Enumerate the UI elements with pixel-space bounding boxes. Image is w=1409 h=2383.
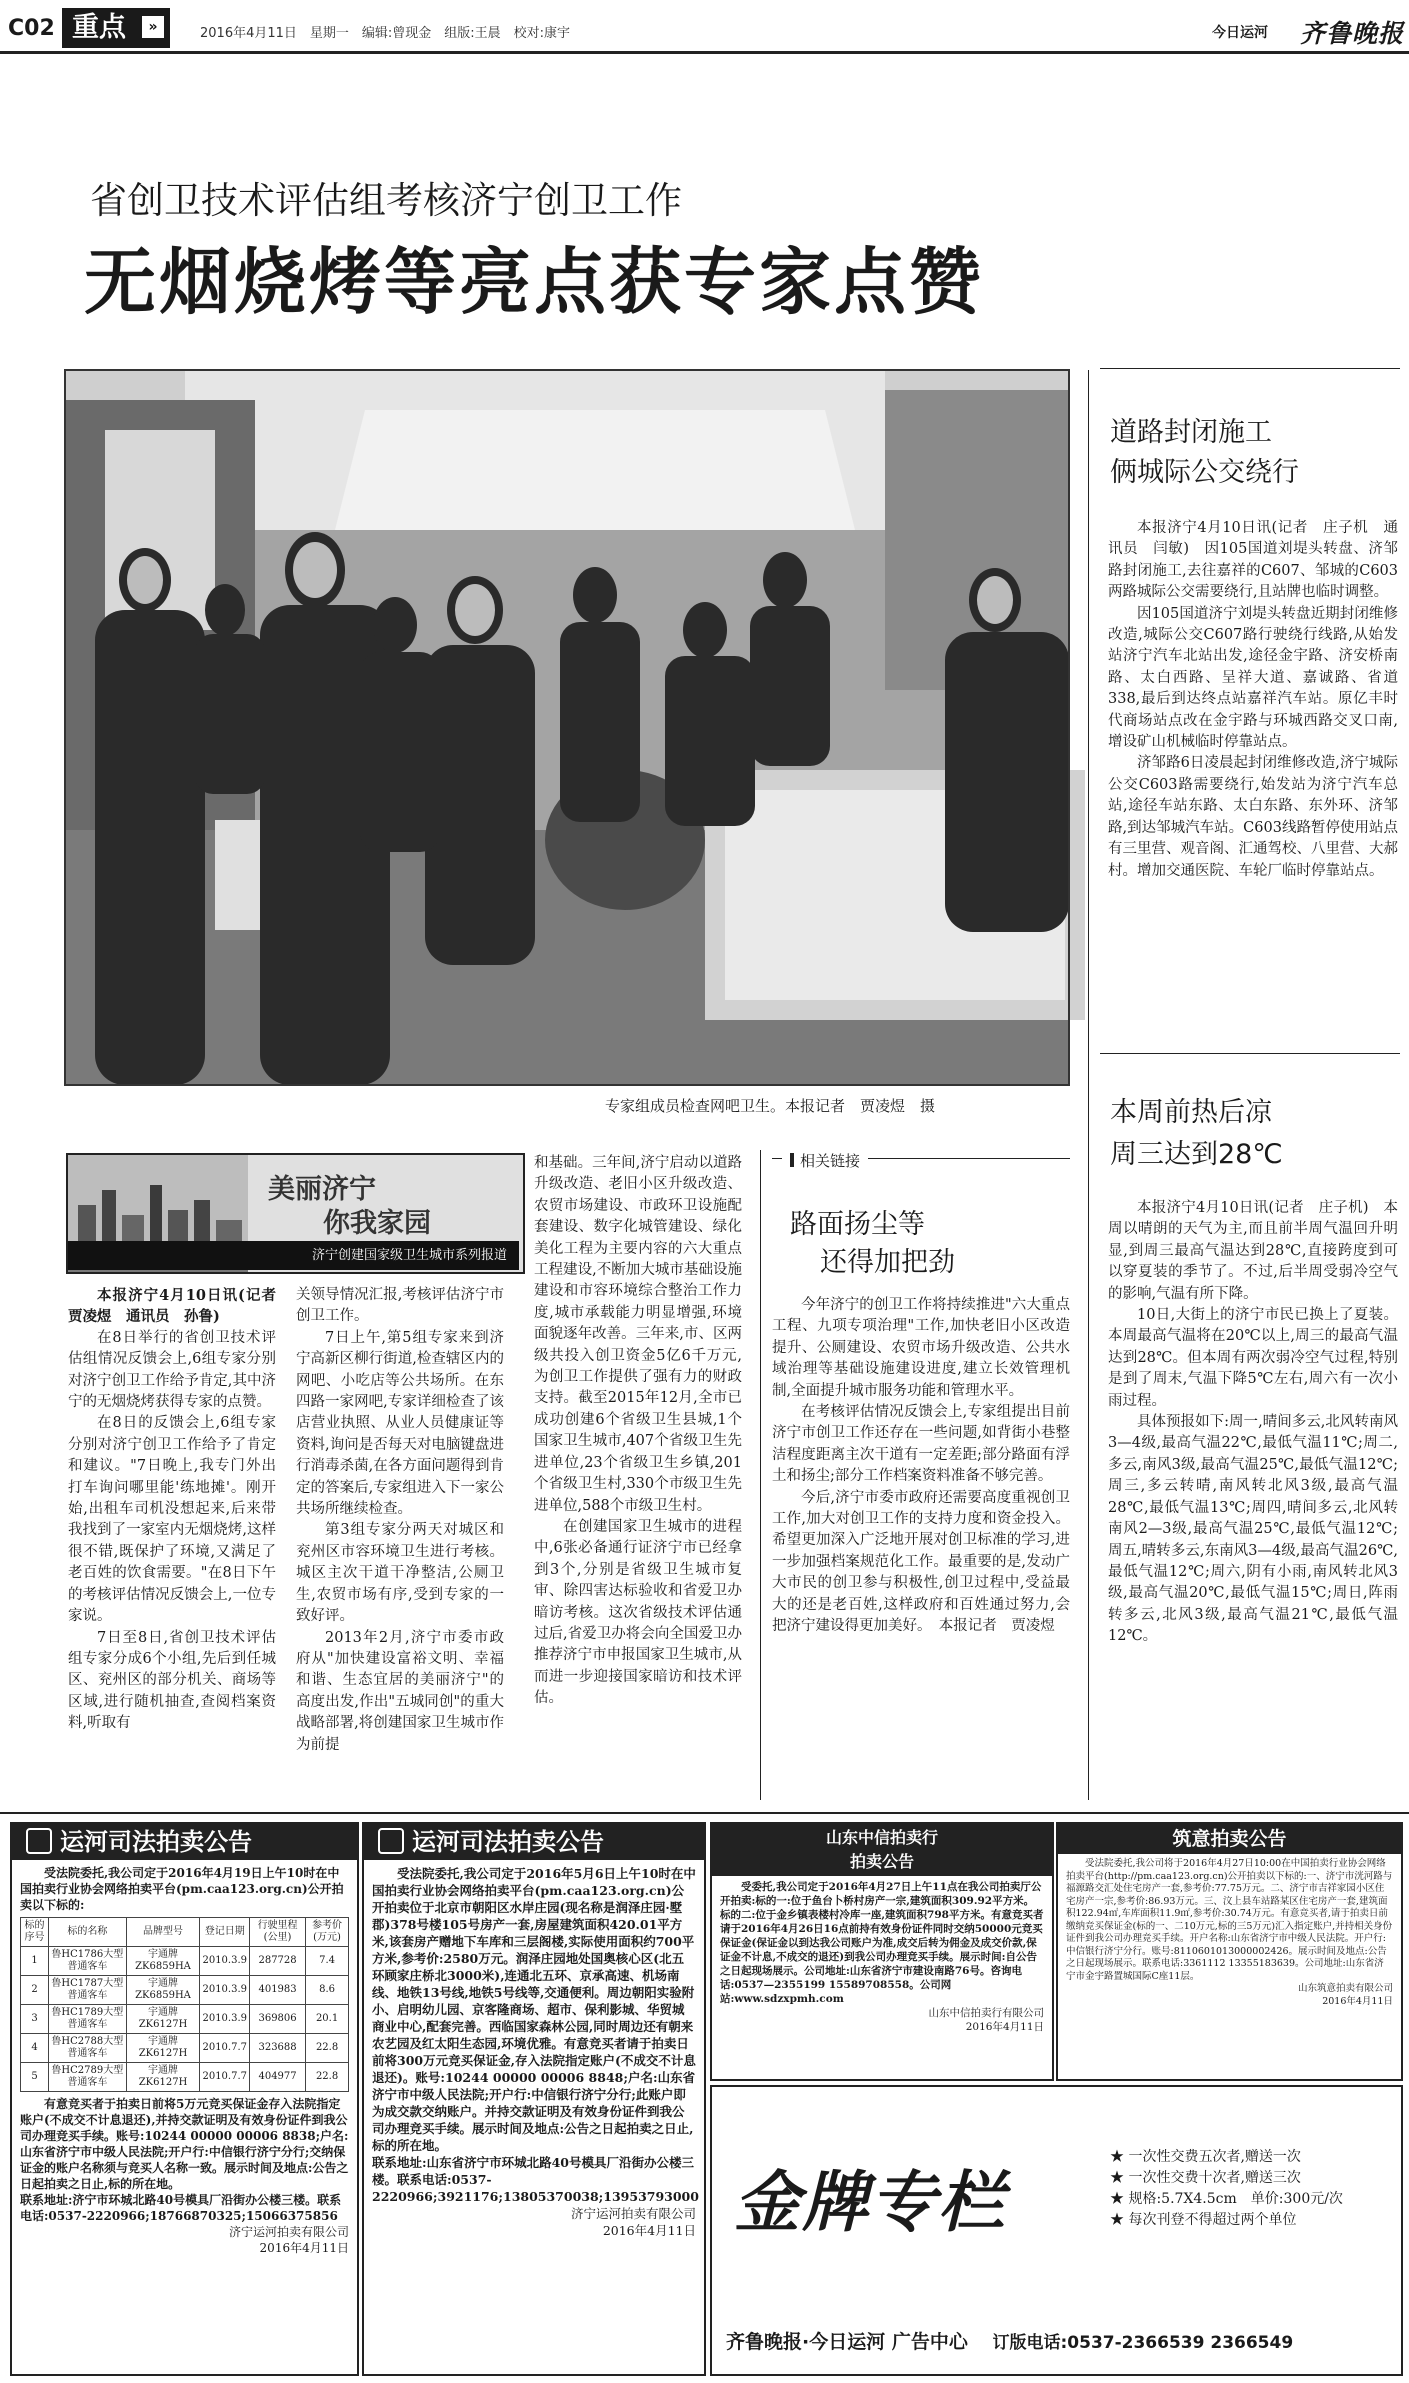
table-cell: 323688	[250, 2034, 306, 2063]
ad1-date: 2016年4月11日	[259, 2241, 349, 2255]
related-label-text: 相关链接	[800, 1152, 861, 1170]
table-cell: 22.8	[306, 2063, 349, 2092]
table-row	[21, 2034, 349, 2063]
article-para: 第3组专家分两天对城区和兖州区市容环境卫生进行考核。城区主次干道干净整洁,公厕卫生,农贸市场有序,受到专家的一致好评。	[296, 1522, 504, 1625]
gold-column-items	[1110, 2147, 1395, 2231]
table-cell: 369806	[250, 2005, 306, 2034]
table-cell: 鲁HC2789大型普通客车	[49, 2063, 126, 2092]
list-item	[1110, 2189, 1395, 2210]
edition-name: 今日运河	[1212, 25, 1268, 41]
ad1-sign: 济宁运河拍卖有限公司	[228, 2225, 349, 2239]
table-cell: 3	[21, 2005, 49, 2034]
ad3-date: 2016年4月11日	[965, 2021, 1044, 2033]
related-bar-icon	[790, 1153, 794, 1167]
ad4-sign: 山东筑意拍卖有限公司	[1297, 1983, 1393, 1994]
table-cell: 宇通牌ZK6127H	[126, 2063, 200, 2092]
table-cell: 宇通牌ZK6127H	[126, 2034, 200, 2063]
table-header-row	[21, 1918, 349, 1947]
section-tag	[62, 8, 170, 48]
list-item-text: 每次刊登不得超过两个单位	[1128, 2212, 1297, 2228]
series-subtitle-text: 济宁创建国家级卫生城市系列报道	[311, 1248, 507, 1263]
table-cell: 22.8	[306, 2034, 349, 2063]
ad2-date: 2016年4月11日	[602, 2223, 696, 2238]
ad4-body: 受法院委托,我公司将于2016年4月27日10:00在中国拍卖行业协会网络拍卖平台(http://pm.caa123.org.cn)公开拍卖以下标的:一、济宁市洸河路与福源路交汇处住宅房产一套,参考价:77.75万元。二、济宁市吉祥家园小区住宅房产一宗,参考价:86.93万元。三、汶上县车站路某区住宅房产一套,建筑面积122.94㎡,车库面积11.9㎡,参考价:30.74万元。有意竞买者,请于拍卖日前缴纳竞买保证金(标的一、二10万元,标的三5万元)汇入指定账户,并持相关身份证件到我公司办理竞买手续。开户名称:山东省济宁市中级人民法院。开户行:中信银行济宁分行。账号:8110601013000002426。展示时间及地点:公告之日起现场展示。联系电话:3361112 13355183639。公司地址:山东省济宁市金宇路置城国际C座11层。	[1066, 1858, 1393, 1982]
story1-para: 济邹路6日凌晨起封闭维修改造,济宁城际公交C603路需要绕行,始发站为济宁汽车总站,途径车站东路、太白东路、东外环、济邹路,到达邹城汽车站。C603线路暂停使用站点有三里营、观音阁、汇通驾校、八里营、大郝村。增加交通医院、车轮厂临时停靠站点。	[1108, 755, 1398, 879]
ad4-date: 2016年4月11日	[1322, 1995, 1393, 2007]
ad2-title-bar	[364, 1824, 704, 1860]
related-label	[782, 1150, 868, 1171]
table-header-cell: 标的序号	[21, 1918, 49, 1947]
story1-title-2: 俩城际公交绕行	[1110, 457, 1299, 488]
table-cell: 8.6	[306, 1976, 349, 2005]
list-item-text: 规格:5.7X4.5cm 单价:300元/次	[1128, 2191, 1343, 2207]
ad-zhuyi	[1056, 1822, 1403, 2081]
list-item	[1110, 2168, 1395, 2189]
table-row	[21, 1947, 349, 1976]
table-header-cell: 标的名称	[49, 1918, 126, 1947]
gavel-icon	[26, 1828, 52, 1854]
related-title-2: 还得加把劲	[820, 1247, 955, 1278]
table-cell: 287728	[250, 1947, 306, 1976]
related-link-box	[772, 1150, 1070, 1800]
ad-yunhe-1	[10, 1822, 359, 2376]
table-cell: 宇通牌ZK6127H	[126, 2005, 200, 2034]
ad4-title-bar	[1058, 1824, 1401, 1854]
table-cell: 宇通牌ZK6859HA	[126, 1947, 200, 1976]
ad3-body: 受委托,我公司定于2016年4月27日上午11点在我公司拍卖厅公开拍卖:标的一:位于鱼台卜桥村房产一宗,建筑面积309.92平方米。标的二:位于金乡镇表楼村冷库一座,建筑面积798平方米。有意竞买者请于2016年4月26日16点前持有效身份证件同时交纳50000元竞买保证金(保证金以到达我公司账户为准,成交后转为佣金及成交价款,保证金不计息,不成交的退还)到我公司办理竞买手续。展示时间:自公告之日起现场展示。公司地址:山东省济宁市建设南路76号。咨询电话:0537—2355199 15589708558。公司网站:www.sdzxpmh.com	[720, 1881, 1044, 2005]
ad3-title-1: 山东中信拍卖行	[825, 1828, 938, 1847]
table-cell: 2010.3.9	[200, 1947, 250, 1976]
story1-text	[1108, 518, 1398, 1043]
table-cell: 1	[21, 1947, 49, 1976]
ad1-title: 运河司法拍卖公告	[60, 1828, 252, 1856]
section-label: 重点	[72, 12, 126, 43]
star-icon: ★	[1110, 2149, 1129, 2165]
ad2-contact: 联系地址:山东省济宁市环城北路40号模具厂沿街办公楼三楼。联系电话:0537-2220966;3921176;13805370038;13953793000	[372, 2155, 699, 2204]
ad1-contact: 联系地址:济宁市环城北路40号模具厂沿街办公楼三楼。联系电话:0537-2220966;18766870325;15066375856	[20, 2193, 342, 2223]
story1-title-1: 道路封闭施工	[1110, 417, 1272, 448]
phone-label: 订版电话:	[992, 2333, 1068, 2353]
table-cell: 鲁HC2788大型普通客车	[49, 2034, 126, 2063]
table-row	[21, 2063, 349, 2092]
list-item-text: 一次性交费五次者,赠送一次	[1128, 2149, 1301, 2165]
column-divider	[1088, 370, 1089, 1800]
article-headline: 无烟烧烤等亮点获专家点赞	[84, 240, 985, 324]
table-cell: 404977	[250, 2063, 306, 2092]
phone-number: 0537-2366539 2366549	[1067, 2333, 1294, 2353]
table-cell: 2010.3.9	[200, 1976, 250, 2005]
ad2-sign: 济宁运河拍卖有限公司	[570, 2206, 696, 2221]
related-para: 今后,济宁市委市政府还需要高度重视创卫工作,加大对创卫工作的支持力度和资金投入。希望更加深入广泛地开展对创卫标准的学习,进一步加强档案规范化工作。最重要的是,发动广大市民的创卫参与积极性,创卫过程中,受益最大的还是老百姓,这样政府和百姓通过努力,会把济宁建设得更加美好。 本报记者 贾凌煜	[772, 1489, 1070, 1635]
list-item	[1110, 2210, 1395, 2231]
article-kicker: 省创卫技术评估组考核济宁创卫工作	[90, 179, 682, 222]
chevron-right-icon: »	[142, 16, 164, 38]
gold-column-footer	[726, 2327, 1293, 2354]
story2-text	[1108, 1198, 1398, 1800]
date-line: 2016年4月11日 星期一 编辑:曾现金 组版:王晨 校对:康宇	[200, 26, 571, 41]
right-top-rule	[1100, 368, 1400, 369]
article-para: 7日上午,第5组专家来到济宁高新区柳行街道,检查辖区内的网吧、小吃店等公共场所。在东四路一家网吧,专家详细检查了该店营业执照、从业人员健康证等资料,询问是否每天对电脑键盘进行消毒杀菌,在各方面问题得到肯定的答案后,专家组进入下一家公共场所继续检查。	[296, 1329, 504, 1518]
table-cell: 401983	[250, 1976, 306, 2005]
right-mid-rule	[1100, 1053, 1400, 1054]
table-cell: 20.1	[306, 2005, 349, 2034]
table-cell: 4	[21, 2034, 49, 2063]
story1-para: 本报济宁4月10日讯(记者 庄子机 通讯员 闫敏) 因105国道刘堤头转盘、济邹路封闭施工,去往嘉祥的C607、邹城的C603两路城际公交需要绕行,且站牌也临时调整。	[1108, 520, 1398, 601]
table-cell: 2010.3.9	[200, 2005, 250, 2034]
story2-title-1: 本周前热后凉	[1110, 1097, 1272, 1128]
star-icon: ★	[1110, 2191, 1129, 2207]
ad-gold-column	[710, 2085, 1403, 2376]
table-cell: 鲁HC1786大型普通客车	[49, 1947, 126, 1976]
table-header-cell: 登记日期	[200, 1918, 250, 1947]
photo-caption: 专家组成员检查网吧卫生。本报记者 贾凌煜 摄	[605, 1097, 936, 1115]
series-title-2: 你我家园	[323, 1208, 431, 1239]
ad3-title-2: 拍卖公告	[849, 1852, 914, 1871]
paper-logo: 齐鲁晚报	[1300, 19, 1405, 48]
article-para: 和基础。三年间,济宁启动以道路升级改造、老旧小区升级改造、农贸市场建设、市政环卫设施配套建设、数字化城管建设、绿化美化工程为主要内容的六大重点工程建设,不断加大城市基础设施建设和市容环境综合整治工作力度,城市承载能力明显增强,环境面貌逐年改善。三年来,市、区两级共投入创卫资金5亿6千万元,为创卫工作提供了强有力的财政支持。截至2015年12月,全市已成功创建6个省级卫生县城,1个国家卫生城市,407个省级卫生先进单位,23个省级卫生乡镇,201个省级卫生村,330个市级卫生先进单位,588个市级卫生村。	[534, 1155, 742, 1514]
article-para: 在8日举行的省创卫技术评估组情况反馈会上,6组专家分别对济宁创卫工作给予肯定,其中济宁的无烟烧烤获得专家的点赞。	[68, 1329, 276, 1411]
table-row	[21, 2005, 349, 2034]
ad4-title: 筑意拍卖公告	[1172, 1828, 1287, 1850]
table-header-cell: 参考价(万元)	[306, 1918, 349, 1947]
table-cell: 5	[21, 2063, 49, 2092]
article-para: 2013年2月,济宁市委市政府从"加快建设富裕文明、幸福和谐、生态宜居的美丽济宁"的高度出发,作出"五城同创"的重大战略部署,将创建国家卫生城市作为前提	[296, 1629, 504, 1753]
ads-top-rule	[0, 1812, 1409, 1814]
series-subtitle	[68, 1241, 519, 1270]
gavel-icon	[378, 1828, 404, 1854]
article-para: 在创建国家卫生城市的进程中,6张必备通行证济宁市已经拿到3个,分别是省级卫生城市复审、除四害达标验收和省爱卫办暗访考核。这次省级技术评估通过后,省爱卫办将会向全国爱卫办推荐济宁市申报国家卫生城市,从而进一步迎接国家暗访和技术评估。	[534, 1518, 742, 1707]
ad2-body: 受法院委托,我公司定于2016年5月6日上午10时在中国拍卖行业协会网络拍卖平台(pm.caa123.org.cn)公开拍卖位于北京市朝阳区水岸庄园(现名称是润泽庄园·墅郡)378号楼105号房产一套,房屋建筑面积420.01平方米,该套房产赠地下车库和三层阁楼,实际使用面积约700平方米,参考价:2580万元。润泽庄园地处国奥核心区(北五环顾家庄桥北3000米),连通北五环、京承高速、机场南线、地铁13号线,地铁5号线等,交通便利。周边朝阳实验附小、启明幼儿园、京客隆商场、超市、保利影城、华贸城商业中心,配套完善。西临国家森林公园,同时周边还有朝来农艺园及红太阳生态园,环境优雅。有意竞买者请于拍卖日前将300万元竞买保证金,存入法院指定账户(不成交不计息退还)。账号:10244 00000 00006 8848;户名:山东省济宁市中级人民法院;开户行:中信银行济宁分行;此账户即为成交款交纳账户。并持交款证明及有效身份证件到我公司办理竞买手续。展示时间及地点:公告之日起拍卖之日止,标的所在地。	[372, 1866, 696, 2153]
series-banner	[66, 1153, 525, 1274]
table-cell: 宇通牌ZK6859HA	[126, 1976, 200, 2005]
article-para: 关领导情况汇报,考核评估济宁市创卫工作。	[296, 1287, 504, 1325]
table-cell: 2010.7.7	[200, 2034, 250, 2063]
table-cell: 鲁HC1789大型普通客车	[49, 2005, 126, 2034]
story2-para: 本报济宁4月10日讯(记者 庄子机) 本周以晴朗的天气为主,而且前半周气温回升明显,到周三最高气温达到28℃,直接跨度到可以穿夏装的季节了。不过,后半周受弱冷空气的影响,气温有所下降。	[1108, 1200, 1398, 1302]
article-para: 本报济宁4月10日讯(记者 贾凌煜 通讯员 孙鲁)	[68, 1287, 291, 1326]
table-cell: 2	[21, 1976, 49, 2005]
article-col-1	[68, 1285, 291, 1800]
page-number: C02	[8, 16, 55, 41]
ad-center-name: 齐鲁晚报·今日运河 广告中心	[726, 2331, 968, 2353]
related-text	[772, 1295, 1070, 1800]
related-para: 在考核评估情况反馈会上,专家组提出目前济宁市创卫工作还存在一些问题,如背街小巷整洁程度距离主次干道有一定差距;部分路面有浮土和扬尘;部分工作档案资料准备不够完善。	[772, 1404, 1070, 1485]
ad-yunhe-2	[362, 1822, 706, 2376]
table-header-cell: 品牌型号	[126, 1918, 200, 1947]
series-title-1: 美丽济宁	[268, 1174, 376, 1205]
gold-column-logo: 金牌专栏	[734, 2163, 1006, 2241]
related-para: 今年济宁的创卫工作将持续推进"六大重点工程、九项专项治理"工作,加快老旧小区改造提升、公厕建设、农贸市场升级改造、公共水域治理等基础设施建设进度,建立长效管理机制,全面提升城市服务功能和管理水平。	[772, 1297, 1070, 1399]
story2-title-2: 周三达到28℃	[1110, 1139, 1283, 1170]
ad-zhongxin	[710, 1822, 1054, 2081]
list-item	[1110, 2147, 1395, 2168]
table-cell: 7.4	[306, 1947, 349, 1976]
ad1-body: 有意竞买者于拍卖日前将5万元竞买保证金存入法院指定账户(不成交不计息退还),并持交款证明及有效身份证件到我公司办理竞买手续。账号:10244 00000 00006 8838;户名:山东省济宁市中级人民法院;开户行:中信银行济宁分行;交纳保证金的账户名称须与竞买人名称一致。展示时间及地点:公告之日起拍卖之日止,标的所在地。	[20, 2097, 349, 2191]
ad3-sign: 山东中信拍卖行有限公司	[928, 2007, 1044, 2019]
article-para: 7日至8日,省创卫技术评估组专家分成6个小组,先后到任城区、兖州区的部分机关、商场等区域,进行随机抽查,查阅档案资料,听取有	[68, 1629, 276, 1732]
ad1-title-bar	[12, 1824, 357, 1860]
star-icon: ★	[1110, 2212, 1129, 2228]
story2-para: 具体预报如下:周一,晴间多云,北风转南风3—4级,最高气温22℃,最低气温11℃;周二,多云,南风3级,最高气温25℃,最低气温12℃;周三,多云转晴,南风转北风3级,最高气温28℃,最低气温13℃;周四,晴间多云,北风转南风2—3级,最高气温25℃,最低气温12℃;周五,晴转多云,东南风3—4级,最高气温26℃,最低气温12℃;周六,阴有小雨,南风转北风3级,最高气温20℃,最低气温15℃;周日,阵雨转多云,北风3级,最高气温21℃,最低气温12℃。	[1108, 1414, 1398, 1645]
story1-para: 因105国道济宁刘堤头转盘近期封闭维修改造,城际公交C607路行驶绕行线路,从始发站济宁汽车北站出发,途径金宇路、济安桥南路、太白西路、呈祥大道、嘉诚路、省道338,最后到达终点站嘉祥汽车站。原亿丰时代商场站点改在金宇路与环城西路交叉口南,增设矿山机械临时停靠站点。	[1108, 605, 1398, 751]
table-cell: 鲁HC1787大型普通客车	[49, 1976, 126, 2005]
table-cell: 2010.7.7	[200, 2063, 250, 2092]
table-header-cell: 行驶里程(公里)	[250, 1918, 306, 1947]
ad1-lot-table	[20, 1917, 349, 2092]
star-icon: ★	[1110, 2170, 1129, 2186]
article-col-2	[296, 1285, 504, 1800]
column-divider	[760, 1150, 761, 1800]
lead-photo	[65, 370, 1069, 1085]
article-para: 在8日的反馈会上,6组专家分别对济宁创卫工作给予了肯定和建议。"7日晚上,我专门外出打车询问哪里能'练地摊'。刚开始,出租车司机没想起来,后来带我找到了一家室内无烟烧烤,这样很不错,既保护了环境,又满足了老百姓的饮食需要。"在8日下午的考核评估情况反馈会上,一位专家说。	[68, 1415, 276, 1625]
related-title-1: 路面扬尘等	[790, 1209, 925, 1240]
article-col-3	[534, 1153, 742, 1800]
ad3-title-bar	[712, 1824, 1052, 1876]
header-rule	[0, 51, 1409, 54]
table-row	[21, 1976, 349, 2005]
ad1-intro: 受法院委托,我公司定于2016年4月19日上午10时在中国拍卖行业协会网络拍卖平台(pm.caa123.org.cn)公开拍卖以下标的:	[20, 1866, 344, 1912]
ad2-title: 运河司法拍卖公告	[412, 1828, 604, 1856]
story2-para: 10日,大街上的济宁市民已换上了夏装。本周最高气温将在20℃以上,周三的最高气温达到28℃。但本周有两次弱冷空气过程,特别是到了周末,气温下降5℃左右,周六有一次小雨过程。	[1108, 1307, 1398, 1409]
list-item-text: 一次性交费十次者,赠送三次	[1128, 2170, 1301, 2186]
